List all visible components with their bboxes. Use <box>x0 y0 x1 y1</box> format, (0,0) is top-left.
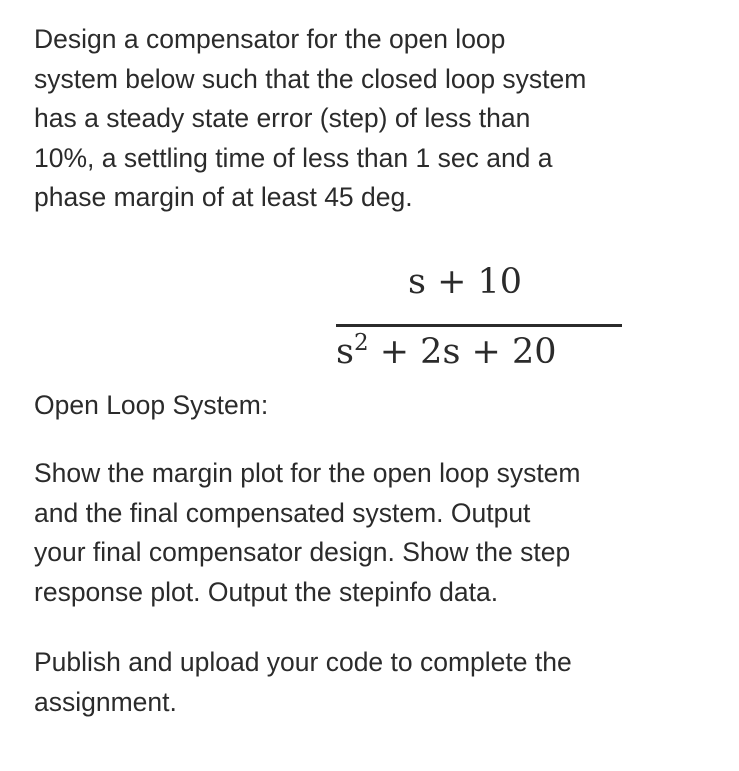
tf-denominator <box>336 332 557 372</box>
tf-den-rest: + 2s + 20 <box>368 332 557 372</box>
problem-line: phase margin of at least 45 deg. <box>34 182 413 212</box>
instructions <box>34 454 581 612</box>
instruction-line: Show the margin plot for the open loop system <box>34 458 581 488</box>
instruction-line: and the final compensated system. Output <box>34 497 531 528</box>
submission-line: assignment. <box>34 686 177 717</box>
problem-line: system below such that the closed loop system <box>34 63 587 94</box>
open-loop-label-text: Open Loop System: <box>34 390 269 420</box>
open-loop-label <box>34 386 268 426</box>
tf-numerator: s + 10 <box>408 262 523 302</box>
instruction-line: your final compensator design. Show the step <box>34 537 571 567</box>
problem-line: 10%, a settling time of less than 1 sec and a <box>34 142 553 173</box>
submission-note <box>34 643 572 722</box>
problem-statement <box>34 20 586 218</box>
tf-den-base: s <box>336 332 354 372</box>
fraction-bar <box>336 324 622 327</box>
submission-line: Publish and upload your code to complete the <box>34 647 572 677</box>
tf-den-exponent: 2 <box>353 330 369 356</box>
problem-line: has a steady state error (step) of less than <box>34 103 531 133</box>
problem-line: Design a compensator for the open loop <box>34 24 506 54</box>
instruction-line: response plot. Output the stepinfo data. <box>34 576 499 607</box>
